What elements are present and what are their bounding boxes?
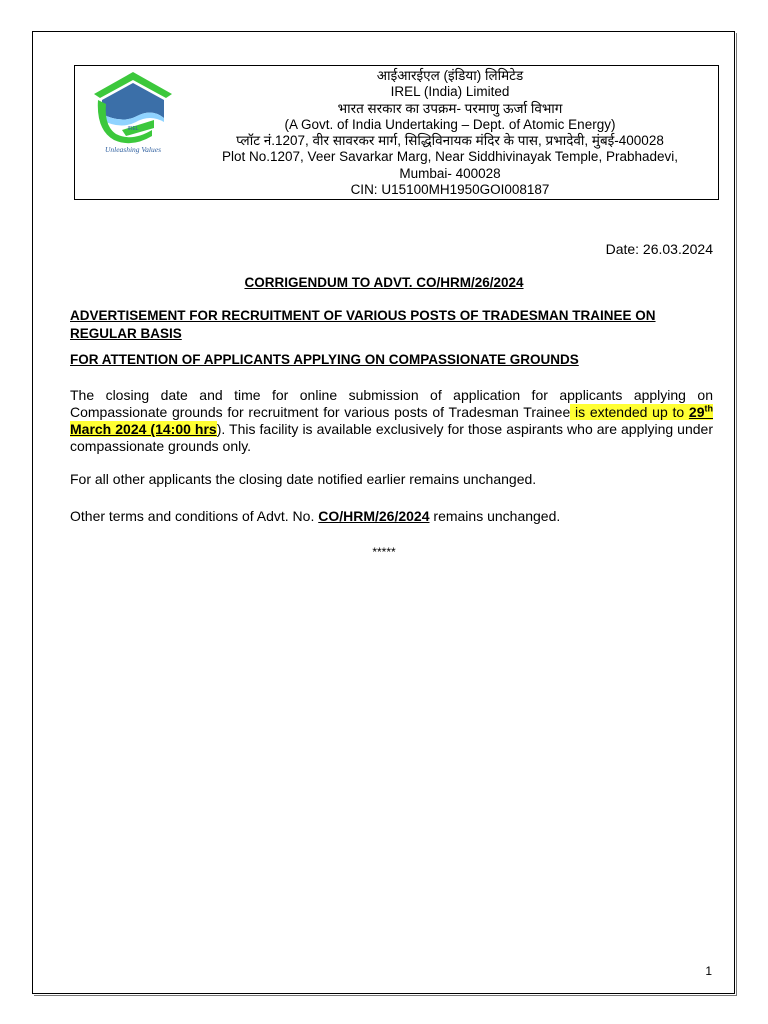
hindi-company-name: आईआरईएल (इंडिया) लिमिटेड <box>376 68 524 83</box>
address-line-2: Mumbai- 400028 <box>399 165 501 181</box>
address-line-1: Plot No.1207, Veer Savarkar Marg, Near Siddhivinayak Temple, Prabhadevi, <box>222 149 678 165</box>
paragraph-extension <box>70 387 713 455</box>
advertisement-title: ADVERTISEMENT FOR RECRUITMENT OF VARIOUS POSTS OF TRADESMAN TRAINEE ON REGULAR BASIS <box>70 308 656 341</box>
terms-tail: remains unchanged. <box>429 508 561 524</box>
deadline-day-suffix: th <box>704 403 713 414</box>
company-name: IREL (India) Limited <box>390 84 510 100</box>
end-stars: ***** <box>372 545 396 559</box>
hindi-address: प्लॉट नं.1207, वीर सावरकर मार्ग, सिद्धिविनायक मंदिर के पास, प्रभादेवी, मुंबई-400028 <box>236 133 664 149</box>
letterhead-text <box>185 68 715 198</box>
deadline-day: 29 <box>688 404 705 420</box>
hindi-department: भारत सरकार का उपक्रम- परमाणु ऊर्जा विभाग <box>337 100 563 116</box>
logo-mark-text: IREL <box>127 126 139 132</box>
irel-logo <box>92 70 174 156</box>
highlight-extended: is extended up to <box>570 404 689 420</box>
corrigendum-title: CORRIGENDUM TO ADVT. CO/HRM/26/2024 <box>244 275 524 290</box>
deadline-close-paren: ) <box>216 421 222 437</box>
paragraph-extension-text: The closing date and time for online submission of application for applicants applying on Compassionate grounds for recruitment for various posts of Tradesman Trainee <box>70 387 713 420</box>
cin-number: CIN: U15100MH1950GOI008187 <box>350 182 550 198</box>
document-date: Date: 26.03.2024 <box>605 241 713 257</box>
attention-title: FOR ATTENTION OF APPLICANTS APPLYING ON COMPASSIONATE GROUNDS <box>70 352 579 367</box>
paragraph-terms <box>70 508 713 525</box>
deadline-rest: March 2024 (14:00 hrs <box>70 421 217 437</box>
page-number: 1 <box>705 964 712 978</box>
paragraph-extension-tail: . This facility is available exclusively for those aspirants who are applying under compassionate grounds only. <box>70 421 713 454</box>
advt-number: CO/HRM/26/2024 <box>318 508 430 524</box>
terms-text: Other terms and conditions of Advt. No. <box>70 508 319 524</box>
undertaking-line: (A Govt. of India Undertaking – Dept. of Atomic Energy) <box>284 116 616 132</box>
paragraph-other-applicants: For all other applicants the closing date notified earlier remains unchanged. <box>70 471 537 487</box>
logo-tagline: Unleashing Values <box>104 145 162 154</box>
